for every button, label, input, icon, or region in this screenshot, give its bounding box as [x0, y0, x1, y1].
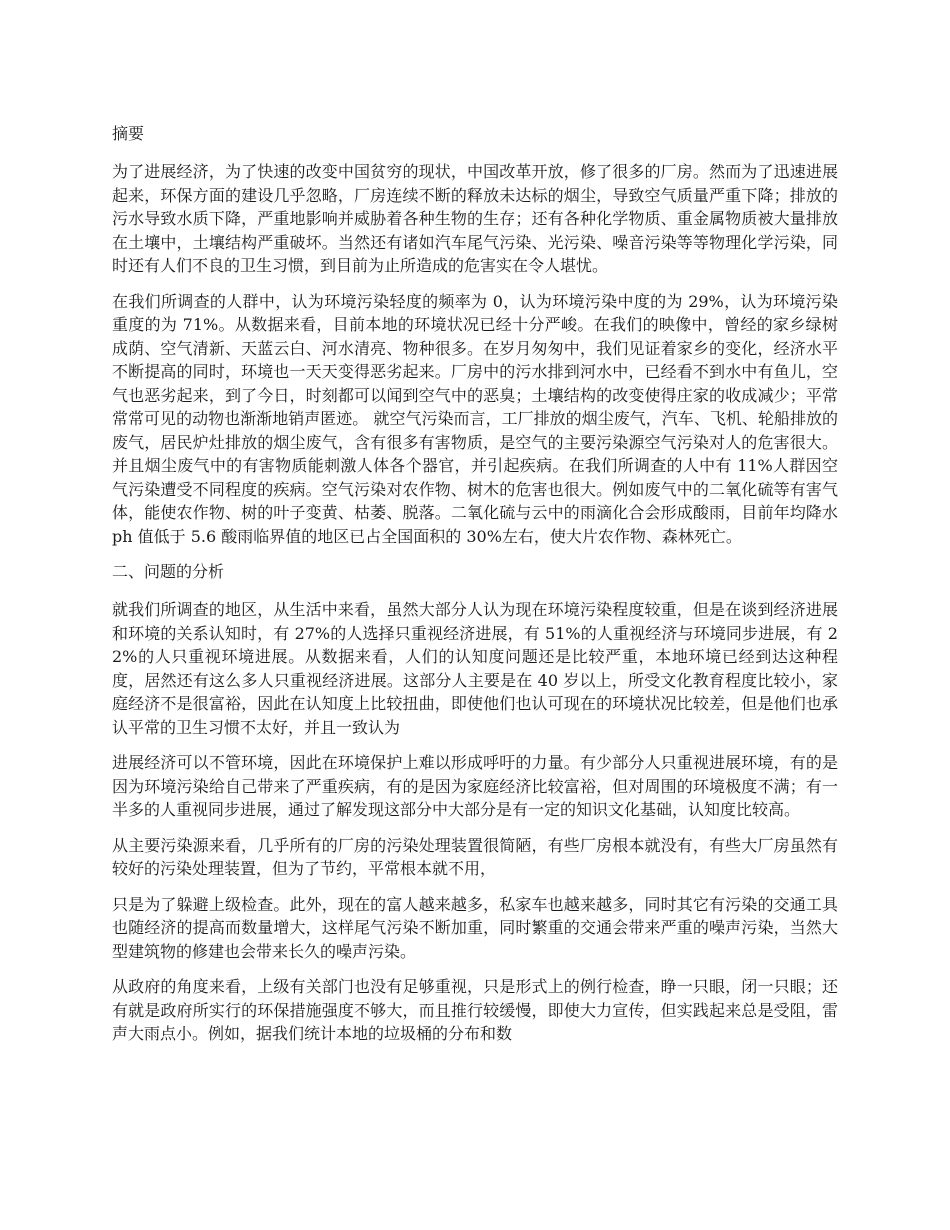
paragraph-pollution-source: 从主要污染源来看，几乎所有的厂房的污染处理装置很简陋，有些厂房根本就没有，有些大厂房虽然有较好的污染处理装置，但为了节约，平常根本就不用，: [112, 835, 838, 878]
paragraph-economy: 进展经济可以不管环境，因此在环境保护上难以形成呼吁的力量。有少部分人只重视进展环境，有的是因为环境污染给自己带来了严重疾病，有的是因为家庭经济比较富裕，但对周围的环境极度不满；有一半多的人重视同步进展，通过了解发现这部分中大部分是有一定的知识文化基础，认知度比较高。: [112, 753, 838, 819]
document-page: [112, 122, 838, 1058]
paragraph-survey: 在我们所调查的人群中，认为环境污染轻度的频率为 0，认为环境污染中度的为 29%，认为环境污染重度的为 71%。从数据来看，目前本地的环境状况已经十分严峻。在我们的映像中，曾经的家乡绿树成荫、空气清新、天蓝云白、河水清亮、物种很多。在岁月匆匆中，我们见证着家乡的变化，经济水平不断提高的同时，环境也一天天变得恶劣起来。厂房中的污水排到河水中，已经看不到水中有鱼儿，空气也恶劣起来，到了今日，时刻都可以闻到空气中的恶臭；土壤结构的改变使得庄家的收成减少；平常常常可见的动物也渐渐地销声匿迹。 就空气污染而言，工厂排放的烟尘废气，汽车、飞机、轮船排放的废气，居民炉灶排放的烟尘废气，含有很多有害物质，是空气的主要污染源空气污染对人的危害很大。并且烟尘废气中的有害物质能刺激人体各个器官，并引起疾病。在我们所调查的人中有 11%人群因空气污染遭受不同程度的疾病。空气污染对农作物、树木的危害也很大。例如废气中的二氧化硫等有害气体，能使农作物、树的叶子变黄、枯萎、脱落。二氧化硫与云中的雨滴化合会形成酸雨，目前年均降水 ph 值低于 5.6 酸雨临界值的地区已占全国面积的 30%左右，使大片农作物、森林死亡。: [112, 291, 838, 546]
paragraph-government: 从政府的角度来看，上级有关部门也没有足够重视，只是形式上的例行检查，睁一只眼，闭一只眼；还有就是政府所实行的环保措施强度不够大，而且推行较缓慢，即使大力宣传，但实践起来总是受阻，雷声大雨点小。例如，据我们统计本地的垃圾桶的分布和数: [112, 977, 838, 1043]
paragraph-awareness: 就我们所调查的地区，从生活中来看，虽然大部分人认为现在环境污染程度较重，但是在谈到经济进展和环境的关系认知时，有 27%的人选择只重视经济进展，有 51%的人重视经济与环境同步进展，有 22%的人只重视环境进展。从数据来看，人们的认知度问题还是比较严重，本地环境已经到达这种程度，居然还有这么多人只重视经济进展。这部分人主要是在 40 岁以上，所受文化教育程度比较小，家庭经济不是很富裕，因此在认知度上比较扭曲，即使他们也认可现在的环境状况比较差，但是他们也承认平常的卫生习惯不太好，并且一致认为: [112, 600, 838, 737]
abstract-title: 摘要: [112, 124, 145, 143]
paragraph-intro: 为了进展经济，为了快速的改变中国贫穷的现状，中国改革开放，修了很多的厂房。然而为了迅速进展起来，环保方面的建设几乎忽略，厂房连续不断的释放未达标的烟尘，导致空气质量严重下降；排放的污水导致水质下降，严重地影响并威胁着各种生物的生存；还有各种化学物质、重金属物质被大量排放在土壤中，土壤结构严重破坏。当然还有诸如汽车尾气污染、光污染、噪音污染等等物理化学污染，同时还有人们不良的卫生习惯，到目前为止所造成的危害实在令人堪忧。: [112, 162, 838, 275]
paragraph-traffic: 只是为了躲避上级检查。此外，现在的富人越来越多，私家车也越来越多，同时其它有污染的交通工具也随经济的提高而数量增大，这样尾气污染不断加重，同时繁重的交通会带来严重的噪声污染，当然大型建筑物的修建也会带来长久的噪声污染。: [112, 894, 838, 961]
section-title-analysis: 二、问题的分析: [112, 562, 225, 581]
